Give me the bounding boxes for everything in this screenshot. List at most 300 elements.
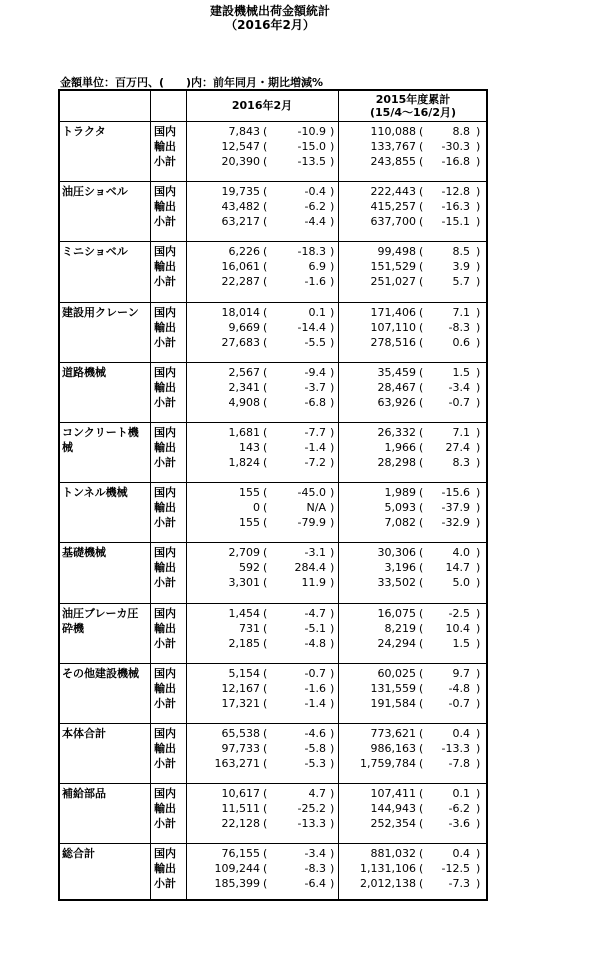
cumulative-value: 222,443 xyxy=(370,185,416,199)
paren-open: ( xyxy=(263,200,268,214)
paren-close: ) xyxy=(476,486,481,500)
cumulative-change: -2.5 xyxy=(448,606,470,620)
month-change: -8.3 xyxy=(304,862,326,876)
category-divider xyxy=(60,542,486,543)
category-divider xyxy=(60,241,486,242)
month-value: 20,390 xyxy=(221,155,260,168)
row-label: 輸出 xyxy=(154,621,176,635)
paren-close: ) xyxy=(476,817,481,831)
paren-open: ( xyxy=(263,155,268,168)
category-divider xyxy=(60,422,486,423)
paren-close: ) xyxy=(476,666,481,680)
paren-open: ( xyxy=(263,245,268,259)
category-divider xyxy=(60,181,486,182)
cumulative-change: -12.8 xyxy=(441,185,470,199)
paren-open: ( xyxy=(263,666,268,680)
shipment-table xyxy=(58,89,488,901)
cumulative-change: -12.5 xyxy=(441,862,470,876)
paren-open: ( xyxy=(419,606,424,620)
paren-close: ) xyxy=(476,125,481,138)
paren-close: ) xyxy=(476,742,481,755)
month-change: -3.1 xyxy=(304,546,326,560)
cumulative-value: 131,559 xyxy=(370,681,416,695)
paren-close: ) xyxy=(330,516,335,530)
cumulative-value: 881,032 xyxy=(370,847,416,861)
paren-open: ( xyxy=(419,757,424,770)
month-value: 18,014 xyxy=(221,305,260,319)
row-label: 国内 xyxy=(154,727,176,740)
paren-close: ) xyxy=(330,742,335,755)
paren-close: ) xyxy=(330,275,335,289)
cumulative-change: 0.1 xyxy=(452,787,470,801)
paren-open: ( xyxy=(419,245,424,259)
row-label: 小計 xyxy=(154,576,176,590)
cumulative-value: 60,025 xyxy=(377,666,416,680)
month-change: 0.1 xyxy=(308,305,326,319)
paren-open: ( xyxy=(419,561,424,575)
paren-open: ( xyxy=(263,365,268,379)
paren-close: ) xyxy=(476,260,481,274)
cumulative-value: 33,502 xyxy=(377,576,416,590)
paren-open: ( xyxy=(419,681,424,695)
paren-close: ) xyxy=(330,501,335,515)
paren-open: ( xyxy=(263,516,268,530)
cumulative-value: 99,498 xyxy=(377,245,416,259)
cumulative-change: 0.6 xyxy=(452,335,470,349)
paren-close: ) xyxy=(476,365,481,379)
month-value: 4,908 xyxy=(228,395,260,409)
paren-open: ( xyxy=(263,757,268,770)
cumulative-change: -0.7 xyxy=(448,395,470,409)
report-subtitle: （2016年2月） xyxy=(225,18,315,32)
cumulative-change: 27.4 xyxy=(445,441,470,454)
paren-close: ) xyxy=(330,606,335,620)
paren-close: ) xyxy=(476,681,481,695)
cumulative-value: 16,075 xyxy=(377,606,416,620)
row-label: 小計 xyxy=(154,757,176,770)
paren-open: ( xyxy=(419,576,424,590)
month-value: 155 xyxy=(239,486,260,500)
paren-open: ( xyxy=(419,817,424,831)
row-label: 小計 xyxy=(154,335,176,349)
month-change: -5.8 xyxy=(304,742,326,755)
month-change: -7.2 xyxy=(304,456,326,469)
paren-close: ) xyxy=(476,200,481,214)
paren-open: ( xyxy=(419,365,424,379)
month-value: 43,482 xyxy=(221,200,260,214)
category-name: 基礎機械 xyxy=(62,546,106,560)
cumulative-change: 1.5 xyxy=(452,365,470,379)
paren-open: ( xyxy=(263,185,268,199)
paren-open: ( xyxy=(419,320,424,334)
paren-close: ) xyxy=(476,140,481,153)
cumulative-value: 107,411 xyxy=(370,787,416,801)
cumulative-change: -7.3 xyxy=(448,877,470,891)
month-value: 2,341 xyxy=(228,380,260,394)
report-title: 建設機械出荷金額統計 xyxy=(209,4,330,18)
paren-open: ( xyxy=(419,140,424,153)
row-label: 輸出 xyxy=(154,441,176,454)
header-cumulative: 2015年度累計 xyxy=(375,93,451,106)
month-change: -1.6 xyxy=(304,275,326,289)
paren-open: ( xyxy=(419,200,424,214)
paren-open: ( xyxy=(263,546,268,560)
paren-close: ) xyxy=(476,305,481,319)
category-divider xyxy=(60,362,486,363)
cumulative-value: 107,110 xyxy=(370,320,416,334)
month-value: 63,217 xyxy=(221,215,260,229)
paren-close: ) xyxy=(330,666,335,680)
cumulative-change: -4.8 xyxy=(448,681,470,695)
category-name: 建設用クレーン xyxy=(62,305,139,319)
month-change: -7.7 xyxy=(304,426,326,439)
paren-open: ( xyxy=(419,501,424,515)
cumulative-change: 0.4 xyxy=(452,727,470,740)
paren-close: ) xyxy=(330,862,335,876)
month-value: 7,843 xyxy=(228,125,260,138)
paren-close: ) xyxy=(476,155,481,168)
paren-open: ( xyxy=(263,501,268,515)
paren-close: ) xyxy=(330,546,335,560)
cumulative-change: -3.4 xyxy=(448,380,470,394)
row-label: 小計 xyxy=(154,516,176,530)
paren-close: ) xyxy=(476,275,481,289)
paren-open: ( xyxy=(419,621,424,635)
cumulative-change: 5.7 xyxy=(452,275,470,289)
month-change: -5.5 xyxy=(304,335,326,349)
unit-note: 金額単位：百万円、( )内：前年同月・期比増減% xyxy=(60,76,324,89)
paren-close: ) xyxy=(476,320,481,334)
cumulative-change: 0.4 xyxy=(452,847,470,861)
category-divider xyxy=(60,723,486,724)
header-month: 2016年2月 xyxy=(231,99,293,112)
cumulative-value: 5,093 xyxy=(384,501,416,515)
row-label: 国内 xyxy=(154,426,176,439)
cumulative-change: 9.7 xyxy=(452,666,470,680)
month-value: 143 xyxy=(239,441,260,454)
cumulative-change: 5.0 xyxy=(452,576,470,590)
paren-close: ) xyxy=(330,215,335,229)
paren-close: ) xyxy=(330,125,335,138)
paren-close: ) xyxy=(476,380,481,394)
paren-open: ( xyxy=(263,847,268,861)
month-change: 284.4 xyxy=(294,561,326,575)
paren-open: ( xyxy=(263,742,268,755)
paren-close: ) xyxy=(476,787,481,801)
paren-close: ) xyxy=(330,320,335,334)
month-change: -4.8 xyxy=(304,636,326,650)
paren-open: ( xyxy=(419,787,424,801)
month-value: 0 xyxy=(253,501,260,515)
paren-close: ) xyxy=(476,441,481,454)
paren-close: ) xyxy=(476,621,481,635)
paren-open: ( xyxy=(263,802,268,816)
cumulative-change: -7.8 xyxy=(448,757,470,770)
month-change: 11.9 xyxy=(301,576,326,590)
paren-close: ) xyxy=(330,395,335,409)
paren-open: ( xyxy=(263,125,268,138)
cumulative-value: 144,943 xyxy=(370,802,416,816)
row-label: 輸出 xyxy=(154,200,176,214)
month-value: 12,547 xyxy=(221,140,260,153)
category-name: 道路機械 xyxy=(62,365,106,379)
row-label: 小計 xyxy=(154,395,176,409)
paren-close: ) xyxy=(476,561,481,575)
paren-close: ) xyxy=(476,696,481,710)
month-change: -79.9 xyxy=(297,516,326,530)
paren-open: ( xyxy=(263,305,268,319)
cumulative-value: 35,459 xyxy=(377,365,416,379)
cumulative-change: 8.3 xyxy=(452,456,470,469)
category-divider xyxy=(60,302,486,303)
paren-close: ) xyxy=(476,516,481,530)
cumulative-change: -30.3 xyxy=(441,140,470,153)
paren-open: ( xyxy=(263,260,268,274)
row-label: 輸出 xyxy=(154,862,176,876)
cumulative-value: 637,700 xyxy=(370,215,416,229)
paren-open: ( xyxy=(419,305,424,319)
paren-open: ( xyxy=(263,606,268,620)
paren-close: ) xyxy=(330,847,335,861)
cumulative-value: 278,516 xyxy=(370,335,416,349)
row-label: 小計 xyxy=(154,636,176,650)
cumulative-value: 415,257 xyxy=(370,200,416,214)
month-value: 163,271 xyxy=(214,757,260,770)
month-change: -45.0 xyxy=(297,486,326,500)
paren-close: ) xyxy=(330,802,335,816)
category-name: 総合計 xyxy=(62,847,95,861)
paren-open: ( xyxy=(419,546,424,560)
cumulative-value: 30,306 xyxy=(377,546,416,560)
paren-close: ) xyxy=(330,576,335,590)
cumulative-value: 63,926 xyxy=(377,395,416,409)
category-name: コンクリート機械 xyxy=(62,426,139,454)
month-change: -1.4 xyxy=(304,696,326,710)
month-value: 1,824 xyxy=(228,456,260,469)
paren-open: ( xyxy=(419,456,424,469)
month-value: 16,061 xyxy=(221,260,260,274)
row-label: 小計 xyxy=(154,696,176,710)
cumulative-value: 191,584 xyxy=(370,696,416,710)
paren-close: ) xyxy=(330,561,335,575)
cumulative-value: 986,163 xyxy=(370,742,416,755)
category-divider xyxy=(60,482,486,483)
paren-open: ( xyxy=(263,215,268,229)
month-value: 6,226 xyxy=(228,245,260,259)
category-name: 油圧ブレーカ圧砕機 xyxy=(62,606,139,635)
month-value: 22,287 xyxy=(221,275,260,289)
paren-open: ( xyxy=(263,561,268,575)
cumulative-value: 3,196 xyxy=(384,561,416,575)
cumulative-change: 4.0 xyxy=(452,546,470,560)
paren-close: ) xyxy=(330,260,335,274)
paren-close: ) xyxy=(476,456,481,469)
row-label: 国内 xyxy=(154,365,176,379)
month-value: 5,154 xyxy=(228,666,260,680)
paren-close: ) xyxy=(330,140,335,153)
month-change: -5.3 xyxy=(304,757,326,770)
paren-close: ) xyxy=(330,200,335,214)
cumulative-value: 7,082 xyxy=(384,516,416,530)
category-divider xyxy=(60,783,486,784)
row-label: 輸出 xyxy=(154,561,176,575)
month-change: -6.8 xyxy=(304,395,326,409)
cumulative-value: 773,621 xyxy=(370,727,416,740)
paren-close: ) xyxy=(330,486,335,500)
paren-close: ) xyxy=(330,245,335,259)
month-value: 185,399 xyxy=(214,877,260,891)
paren-open: ( xyxy=(263,636,268,650)
paren-open: ( xyxy=(263,486,268,500)
row-label: 国内 xyxy=(154,305,176,319)
cumulative-value: 24,294 xyxy=(377,636,416,650)
month-value: 2,567 xyxy=(228,365,260,379)
paren-close: ) xyxy=(330,335,335,349)
cumulative-value: 2,012,138 xyxy=(360,877,416,891)
cumulative-change: 3.9 xyxy=(452,260,470,274)
month-change: -1.4 xyxy=(304,441,326,454)
cumulative-value: 8,219 xyxy=(384,621,416,635)
month-value: 76,155 xyxy=(221,847,260,861)
cumulative-change: -15.6 xyxy=(441,486,470,500)
paren-open: ( xyxy=(419,215,424,229)
paren-open: ( xyxy=(419,877,424,891)
cumulative-change: -32.9 xyxy=(441,516,470,530)
cumulative-change: -0.7 xyxy=(448,696,470,710)
paren-close: ) xyxy=(330,621,335,635)
paren-open: ( xyxy=(419,636,424,650)
month-value: 592 xyxy=(239,561,260,575)
month-value: 9,669 xyxy=(228,320,260,334)
cumulative-value: 26,332 xyxy=(377,426,416,439)
paren-close: ) xyxy=(476,426,481,439)
paren-open: ( xyxy=(419,260,424,274)
paren-open: ( xyxy=(263,576,268,590)
month-change: -0.7 xyxy=(304,666,326,680)
paren-open: ( xyxy=(263,621,268,635)
row-label: 輸出 xyxy=(154,260,176,274)
cumulative-change: -16.3 xyxy=(441,200,470,214)
cumulative-value: 28,467 xyxy=(377,380,416,394)
cumulative-change: 1.5 xyxy=(452,636,470,650)
row-label: 国内 xyxy=(154,125,176,138)
paren-close: ) xyxy=(330,727,335,740)
month-value: 2,185 xyxy=(228,636,260,650)
category-divider xyxy=(60,603,486,604)
cumulative-value: 1,966 xyxy=(384,441,416,454)
cumulative-value: 171,406 xyxy=(370,305,416,319)
category-name: トンネル機械 xyxy=(62,486,128,500)
cumulative-change: -37.9 xyxy=(441,501,470,515)
month-change: -25.2 xyxy=(297,802,326,816)
row-label: 国内 xyxy=(154,787,176,801)
category-name: 油圧ショベル xyxy=(62,185,128,199)
paren-close: ) xyxy=(476,802,481,816)
paren-close: ) xyxy=(330,696,335,710)
row-label: 輸出 xyxy=(154,140,176,153)
month-value: 17,321 xyxy=(221,696,260,710)
paren-close: ) xyxy=(330,817,335,831)
paren-close: ) xyxy=(330,305,335,319)
paren-close: ) xyxy=(476,606,481,620)
cumulative-value: 1,131,106 xyxy=(360,862,416,876)
cumulative-change: 7.1 xyxy=(452,426,470,439)
paren-close: ) xyxy=(330,681,335,695)
row-label: 輸出 xyxy=(154,320,176,334)
cumulative-change: -8.3 xyxy=(448,320,470,334)
row-label: 国内 xyxy=(154,546,176,560)
month-change: 4.7 xyxy=(308,787,326,801)
month-change: -0.4 xyxy=(304,185,326,199)
row-label: 輸出 xyxy=(154,681,176,695)
cumulative-change: 10.4 xyxy=(445,621,470,635)
paren-close: ) xyxy=(476,757,481,770)
month-value: 12,167 xyxy=(221,681,260,695)
paren-open: ( xyxy=(263,426,268,439)
paren-close: ) xyxy=(476,395,481,409)
paren-open: ( xyxy=(263,787,268,801)
paren-close: ) xyxy=(330,456,335,469)
month-change: -6.4 xyxy=(304,877,326,891)
category-name: トラクタ xyxy=(62,125,106,138)
paren-open: ( xyxy=(419,862,424,876)
month-change: -3.4 xyxy=(304,847,326,861)
paren-open: ( xyxy=(419,395,424,409)
paren-open: ( xyxy=(263,456,268,469)
category-divider xyxy=(60,663,486,664)
paren-close: ) xyxy=(476,877,481,891)
paren-open: ( xyxy=(419,727,424,740)
paren-open: ( xyxy=(263,380,268,394)
month-value: 19,735 xyxy=(221,185,260,199)
cumulative-value: 110,088 xyxy=(370,125,416,138)
cumulative-change: -16.8 xyxy=(441,155,470,168)
month-value: 3,301 xyxy=(228,576,260,590)
month-change: -4.4 xyxy=(304,215,326,229)
month-change: -13.3 xyxy=(297,817,326,831)
cumulative-value: 151,529 xyxy=(370,260,416,274)
category-name: ミニショベル xyxy=(62,245,128,259)
month-value: 65,538 xyxy=(221,727,260,740)
month-change: -18.3 xyxy=(297,245,326,259)
month-change: -4.7 xyxy=(304,606,326,620)
paren-close: ) xyxy=(330,636,335,650)
paren-open: ( xyxy=(263,681,268,695)
month-value: 109,244 xyxy=(214,862,260,876)
month-value: 2,709 xyxy=(228,546,260,560)
row-label: 国内 xyxy=(154,606,176,620)
row-label: 小計 xyxy=(154,215,176,229)
paren-close: ) xyxy=(330,426,335,439)
month-change: 6.9 xyxy=(308,260,326,274)
month-value: 731 xyxy=(239,621,260,635)
cumulative-value: 28,298 xyxy=(377,456,416,469)
month-change: -4.6 xyxy=(304,727,326,740)
row-label: 国内 xyxy=(154,666,176,680)
divider xyxy=(150,91,151,899)
paren-close: ) xyxy=(330,155,335,168)
cumulative-change: -13.3 xyxy=(441,742,470,755)
paren-close: ) xyxy=(330,787,335,801)
paren-open: ( xyxy=(419,426,424,439)
paren-open: ( xyxy=(419,516,424,530)
month-change: -9.4 xyxy=(304,365,326,379)
month-value: 97,733 xyxy=(221,742,260,755)
cumulative-value: 251,027 xyxy=(370,275,416,289)
paren-close: ) xyxy=(476,847,481,861)
paren-open: ( xyxy=(263,335,268,349)
month-change: -14.4 xyxy=(297,320,326,334)
